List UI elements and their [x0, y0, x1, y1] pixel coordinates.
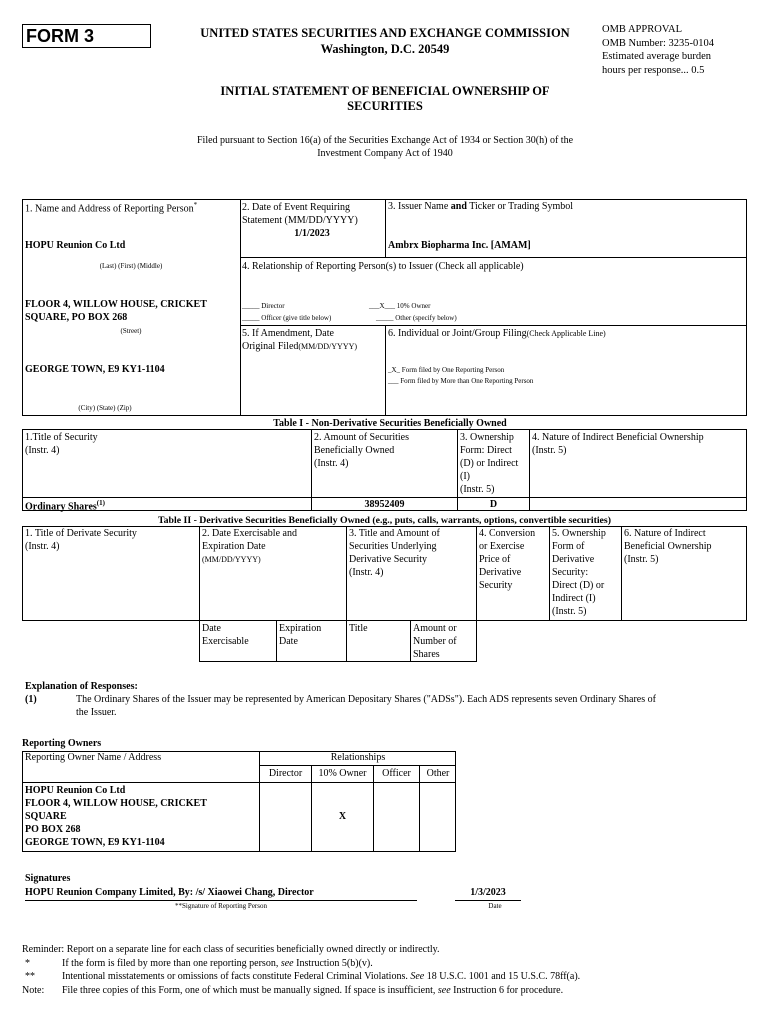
t1-col2-header: 2. Amount of Securities Beneficially Owned (Instr. 4)	[314, 432, 409, 469]
signatures-heading: Signatures	[25, 873, 71, 884]
owner-name-address: HOPU Reunion Co Ltd FLOOR 4, WILLOW HOUSE, CRICKET SQUARE PO BOX 268 GEORGE TOWN, E9 KY1-1104	[25, 785, 207, 848]
owners-col-officer: Officer	[382, 768, 411, 779]
note-text: File three copies of this Form, one of which must be manually signed. If space is insufficient, see Instruction 6 for procedure.	[62, 985, 564, 996]
signature-caption: **Signature of Reporting Person	[175, 902, 267, 910]
t1-col3-header: 3. Ownership Form: Direct (D) or Indirect (I) (Instr. 5)	[460, 432, 519, 495]
checkbox-other: _____ Other (specify below)	[376, 314, 457, 322]
reporting-person-name: HOPU Reunion Co Ltd	[25, 240, 126, 251]
t2-col2-header: 2. Date Exercisable and Expiration Date (MM/DD/YYYY)	[202, 528, 297, 564]
box2-label: 2. Date of Event Requiring Statement (MM/DD/YYYY)	[242, 202, 358, 226]
footnote-star: *	[25, 958, 30, 969]
signature-name: HOPU Reunion Company Limited, By: /s/ Xiaowei Chang, Director	[25, 887, 314, 898]
box1-label: 1. Name and Address of Reporting Person*	[25, 201, 198, 215]
explanation-text: The Ordinary Shares of the Issuer may be represented by American Depositary Shares ("ADSs"). Each ADS represents seven Ordinary Shares of the Issuer.	[76, 694, 656, 718]
city-state-zip: GEORGE TOWN, E9 KY1-1104	[25, 364, 165, 375]
checkbox-officer: _____ Officer (give title below)	[242, 314, 332, 322]
checkbox-director: _____ Director	[242, 302, 285, 310]
owners-col-director: Director	[268, 768, 303, 779]
ownership-form: D	[489, 499, 498, 510]
filed-pursuant: Filed pursuant to Section 16(a) of the Securities Exchange Act of 1934 or Section 30(h) of the Investment Company Act of 1940	[196, 135, 574, 159]
street-address: FLOOR 4, WILLOW HOUSE, CRICKET SQUARE, PO BOX 268	[25, 299, 207, 323]
t1-col4-header: 4. Nature of Indirect Beneficial Ownership (Instr. 5)	[532, 432, 704, 456]
city-caption: (City) (State) (Zip)	[78, 404, 132, 412]
t2-col4-header: 4. Conversion or Exercise Price of Derivative Security	[479, 528, 536, 591]
table-row	[25, 499, 105, 512]
box3-label: 3. Issuer Name and Ticker or Trading Symbol	[388, 201, 574, 212]
explanation-heading: Explanation of Responses:	[25, 681, 138, 692]
security-title: Ordinary Shares	[25, 501, 97, 513]
t2-sub-amount: Amount or Number of Shares	[413, 623, 457, 660]
t2-sub-date-exercisable: Date Exercisable	[202, 623, 249, 647]
form-label: FORM 3	[26, 26, 95, 46]
owners-col-ten-pct: 10% Owner	[318, 768, 367, 779]
form-label-box	[22, 24, 151, 48]
t2-col5-header: 5. Ownership Form of Derivative Security: Direct (D) or Indirect (I) (Instr. 5)	[552, 528, 606, 617]
event-date: 1/1/2023	[294, 228, 330, 239]
signature-date-caption: Date	[488, 902, 502, 910]
footnote-star-text: If the form is filed by more than one reporting person, see Instruction 5(b)(v).	[62, 958, 373, 969]
table1-title: Table I - Non-Derivative Securities Beneficially Owned	[273, 418, 507, 429]
form-title: INITIAL STATEMENT OF BENEFICIAL OWNERSHIP OF SECURITIES	[220, 84, 550, 113]
checkbox-ten-percent-owner: ___X___ 10% Owner	[369, 302, 431, 310]
box5-label: 5. If Amendment, Date Original Filed(MM/DD/YYYY)	[242, 328, 358, 352]
t1-col1-header: 1.Title of Security (Instr. 4)	[25, 432, 98, 456]
owner-ten-pct-mark: X	[338, 811, 347, 822]
owners-relationships: Relationships	[330, 752, 386, 763]
t2-col6-header: 6. Nature of Indirect Beneficial Ownership (Instr. 5)	[624, 528, 712, 565]
explanation-num: (1)	[25, 694, 37, 705]
agency-name: UNITED STATES SECURITIES AND EXCHANGE COMMISSION Washington, D.C. 20549	[200, 26, 570, 56]
street-caption: (Street)	[120, 327, 142, 335]
t2-sub-expiration: Expiration Date	[279, 623, 322, 647]
t2-col1-header: 1. Title of Derivate Security (Instr. 4)	[25, 528, 137, 552]
t2-sub-title: Title	[349, 623, 368, 634]
owners-col-name: Reporting Owner Name / Address	[25, 752, 162, 763]
owners-col-other: Other	[426, 768, 450, 779]
signature-date: 1/3/2023	[470, 887, 506, 898]
filed-by-one: _X_ Form filed by One Reporting Person	[388, 366, 505, 374]
securities-amount: 38952409	[364, 499, 405, 510]
name-caption: (Last) (First) (Middle)	[99, 262, 163, 270]
filed-by-more: ___ Form filed by More than One Reporting Person	[388, 377, 534, 385]
note-label: Note:	[22, 985, 45, 996]
t2-col3-header: 3. Title and Amount of Securities Underlying Derivative Security (Instr. 4)	[349, 528, 440, 578]
box6-label: 6. Individual or Joint/Group Filing(Check Applicable Line)	[388, 328, 606, 339]
table2-title: Table II - Derivative Securities Beneficially Owned (e.g., puts, calls, warrants, options, convertible securities)	[158, 515, 611, 526]
box4-label: 4. Relationship of Reporting Person(s) to Issuer (Check all applicable)	[242, 261, 524, 272]
footnote-double-star: **	[25, 971, 35, 982]
reminder-line: Reminder: Report on a separate line for each class of securities beneficially owned directly or indirectly.	[22, 944, 440, 955]
omb-approval: OMB APPROVAL OMB Number: 3235-0104 Estimated average burden hours per response... 0.5	[602, 24, 714, 76]
issuer-name: Ambrx Biopharma Inc. [AMAM]	[388, 240, 531, 251]
reporting-owners-heading: Reporting Owners	[22, 738, 102, 749]
footnote-ref: (1)	[96, 499, 105, 507]
footnote-double-star-text: Intentional misstatements or omissions of facts constitute Federal Criminal Violations. See 18 U.S.C. 1001 and 15 U.S.C. 78ff(a).	[62, 971, 581, 982]
